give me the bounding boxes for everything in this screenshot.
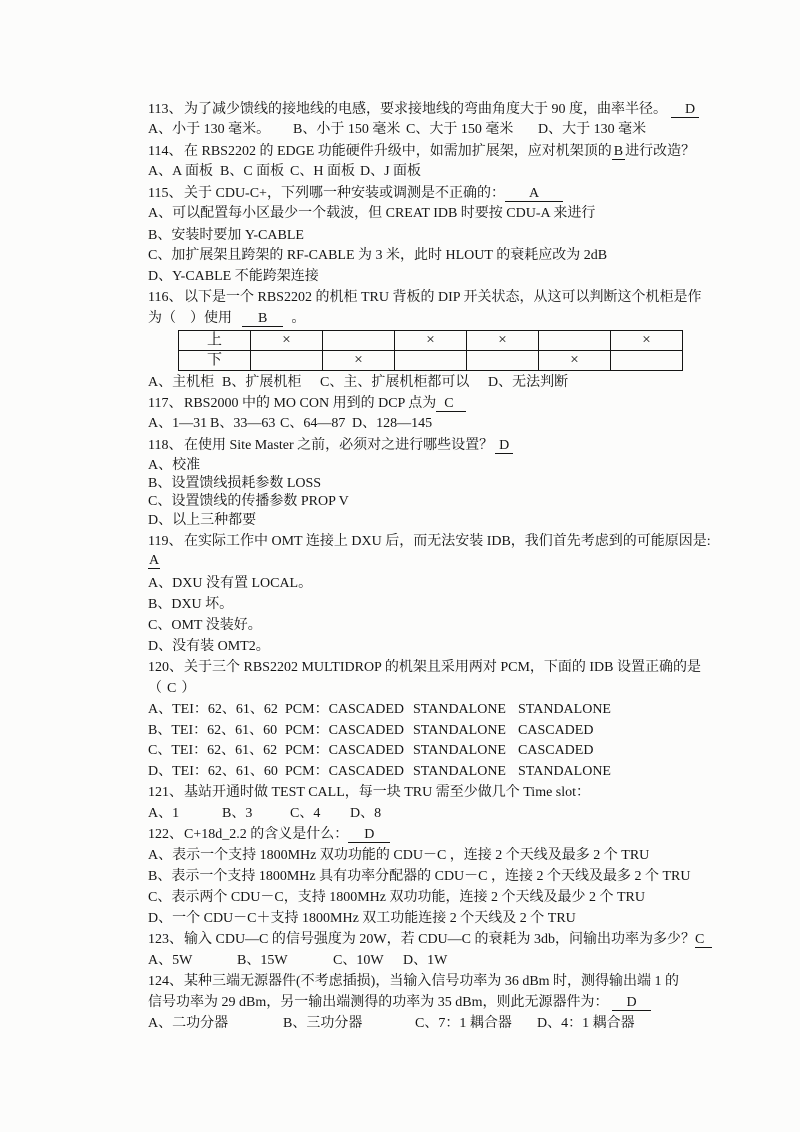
option-a: A、主机柜	[148, 375, 215, 390]
option-a: A、A 面板	[148, 164, 213, 179]
question-text: 在使用 Site Master 之前，必须对之进行哪些设置？	[184, 438, 494, 453]
dip-row-down	[179, 351, 683, 371]
option-pcm-2: STANDALONE	[413, 723, 506, 738]
option-tei: B、TEI：62、61、60	[148, 723, 278, 738]
question-number: 123、	[148, 932, 183, 947]
option-pcm: PCM：CASCADED	[285, 723, 405, 738]
question-118	[148, 436, 513, 456]
question-number: 116、	[148, 290, 183, 305]
option-a: A、5W	[148, 953, 193, 968]
question-number: 124、	[148, 974, 183, 989]
question-119	[148, 532, 711, 552]
question-text: 关于三个 RBS2202 MULTIDROP 的机架且采用两对 PCM，下面的 IDB 设置正确的是	[184, 660, 702, 675]
answer-blank: C	[436, 396, 465, 412]
option-a	[148, 846, 649, 866]
dip-cell	[395, 351, 467, 371]
dip-switch-table	[178, 330, 683, 371]
option-pcm-3: CASCADED	[518, 723, 594, 738]
option-text: D、没有装 OMT2。	[148, 639, 270, 654]
option-c: C、7：1 耦合器	[415, 1016, 512, 1031]
options-121	[148, 804, 748, 824]
option-b: B、3	[222, 806, 253, 821]
option-text: B、DXU 坏。	[148, 597, 234, 612]
row-label: 上	[179, 331, 251, 351]
option-d	[148, 762, 748, 782]
answer-blank: D	[495, 438, 513, 454]
question-text: 以下是一个 RBS2202 的机柜 TRU 背板的 DIP 开关状态，从这可以判断这个机柜是作	[184, 290, 702, 305]
option-pcm: PCM：CASCADED	[285, 764, 405, 779]
question-113	[148, 100, 699, 120]
question-number: 119、	[148, 534, 183, 549]
option-d	[148, 511, 256, 531]
dip-cell	[467, 351, 539, 371]
question-text: 输入 CDU—C 的信号强度为 20W，若 CDU—C 的衰耗为 3db，问输出功率为多少？	[184, 932, 696, 947]
option-c	[148, 246, 607, 266]
option-d: D、大于 130 毫米	[538, 122, 647, 137]
question-number: 114、	[148, 144, 183, 159]
option-text: D、一个 CDU－C＋支持 1800MHz 双工功能连接 2 个天线及 2 个 TRU	[148, 911, 576, 926]
question-text: 在 RBS2202 的 EDGE 功能硬件升级中，如需加扩展架，应对机架顶的	[184, 144, 612, 159]
option-d: D、4：1 耦合器	[537, 1016, 635, 1031]
option-d: D、J 面板	[360, 164, 422, 179]
question-number: 122、	[148, 827, 183, 842]
option-c: C、4	[290, 806, 321, 821]
options-117	[148, 414, 748, 434]
question-text: RBS2000 中的 MO CON 用到的 DCP 点为	[184, 396, 437, 411]
question-119-answer-line	[148, 553, 160, 573]
option-b	[148, 595, 233, 615]
option-pcm-2: STANDALONE	[413, 702, 506, 717]
option-pcm-3: STANDALONE	[518, 702, 611, 717]
question-number: 121、	[148, 785, 183, 800]
dip-cell: ×	[251, 331, 323, 351]
option-d: D、无法判断	[488, 375, 569, 390]
question-text: 为了减少馈线的接地线的电感，要求接地线的弯曲角度大于 90 度，曲率半径。	[184, 102, 667, 117]
option-text: B、表示一个支持 1800MHz 具有功率分配器的 CDU－C ，连接 2 个天线及最多 2 个 TRU	[148, 869, 691, 884]
dip-cell: ×	[395, 331, 467, 351]
option-pcm-2: STANDALONE	[413, 764, 506, 779]
option-a: A、1—31	[148, 416, 208, 431]
option-tei: D、TEI：62、61、60	[148, 764, 278, 779]
question-122	[148, 825, 390, 845]
question-text: 关于 CDU-C+，下列哪一种安装或调测是不正确的：	[184, 186, 505, 201]
dip-cell: ×	[323, 351, 395, 371]
question-114	[148, 142, 695, 162]
question-number: 118、	[148, 438, 183, 453]
option-pcm: PCM：CASCADED	[285, 702, 405, 717]
dip-cell	[539, 331, 611, 351]
option-tei: A、TEI：62、61、62	[148, 702, 278, 717]
option-d: D、1W	[403, 953, 448, 968]
dip-cell	[611, 351, 683, 371]
answer-blank: D	[612, 995, 650, 1011]
option-b: B、小于 150 毫米	[293, 122, 401, 137]
question-text: 为（ ）使用	[148, 311, 232, 326]
option-text: A、DXU 没有置 LOCAL。	[148, 576, 313, 591]
options-116	[148, 373, 748, 393]
answer-blank: B	[613, 144, 624, 159]
question-120	[148, 658, 701, 678]
option-c: C、主、扩展机柜都可以	[320, 375, 470, 390]
question-text: 在实际工作中 OMT 连接上 DXU 后，而无法安装 IDB，我们首先考虑到的可能原因是:	[184, 534, 711, 549]
option-text: D、以上三种都要	[148, 513, 257, 528]
option-pcm-2: STANDALONE	[413, 743, 506, 758]
option-c	[148, 616, 262, 636]
option-a: A、二功分器	[148, 1016, 229, 1031]
answer-blank: D	[348, 827, 390, 843]
question-116	[148, 288, 702, 308]
option-c	[148, 492, 349, 512]
option-text: A、表示一个支持 1800MHz 双功功能的 CDU－C ，连接 2 个天线及最多 2 个 TRU	[148, 848, 650, 863]
option-b	[148, 474, 321, 494]
paren-open: （	[148, 681, 162, 696]
option-pcm-3: STANDALONE	[518, 764, 611, 779]
option-b	[148, 721, 748, 741]
option-tei: C、TEI：62、61、62	[148, 743, 278, 758]
option-c	[148, 741, 748, 761]
option-a: A、1	[148, 806, 180, 821]
answer-blank: B	[242, 311, 283, 327]
option-a	[148, 204, 595, 224]
option-text: A、校准	[148, 458, 201, 473]
answer-choice: C	[167, 681, 177, 696]
options-124	[148, 1014, 748, 1034]
question-116-line2	[148, 309, 305, 329]
options-114	[148, 162, 748, 182]
option-text: C、OMT 没装好。	[148, 618, 262, 633]
dip-cell: ×	[611, 331, 683, 351]
option-c: C、64—87	[280, 416, 346, 431]
question-text: 基站开通时做 TEST CALL，每一块 TRU 需至少做几个 Time slot：	[184, 785, 591, 800]
option-d	[148, 267, 319, 287]
option-text: B、安装时要加 Y-CABLE	[148, 228, 304, 243]
question-number: 117、	[148, 396, 183, 411]
option-a	[148, 574, 312, 594]
question-120-answer-line	[148, 679, 195, 699]
question-121	[148, 783, 590, 803]
option-text: C、设置馈线的传播参数 PROP V	[148, 494, 349, 509]
option-text: C、加扩展架且跨架的 RF-CABLE 为 3 米，此时 HLOUT 的衰耗应改为 2dB	[148, 248, 608, 263]
dip-cell	[251, 351, 323, 371]
option-b: B、扩展机柜	[222, 375, 302, 390]
question-number: 120、	[148, 660, 183, 675]
option-d	[148, 637, 270, 657]
question-124	[148, 972, 679, 992]
option-text: C、表示两个 CDU－C，支持 1800MHz 双功功能，连接 2 个天线及最少 2 个 TRU	[148, 890, 646, 905]
option-c: C、大于 150 毫米	[406, 122, 514, 137]
dip-cell: ×	[467, 331, 539, 351]
option-text: D、Y-CABLE 不能跨架连接	[148, 269, 319, 284]
question-text-after: 进行改造？	[625, 144, 696, 159]
option-a	[148, 456, 200, 476]
option-d: D、128—145	[352, 416, 433, 431]
option-b	[148, 867, 691, 887]
option-text: A、可以配置每小区最少一个载波，但 CREAT IDB 时要按 CDU-A 来进行	[148, 206, 596, 221]
answer-blank: D	[671, 102, 699, 118]
option-d	[148, 909, 576, 929]
dip-row-up	[179, 331, 683, 351]
question-text-after: 。	[291, 311, 306, 326]
option-d: D、8	[350, 806, 382, 821]
option-pcm-3: CASCADED	[518, 743, 594, 758]
question-text: C+18d_2.2 的含义是什么：	[184, 827, 349, 842]
option-b: B、C 面板	[220, 164, 285, 179]
question-number: 113、	[148, 102, 183, 117]
row-label: 下	[179, 351, 251, 371]
option-b: B、15W	[237, 953, 288, 968]
question-text: 信号功率为 29 dBm，另一输出端测得的功率为 35 dBm，则此无源器件为：	[148, 995, 609, 1010]
option-b: B、33—63	[210, 416, 276, 431]
paren-close: ）	[181, 681, 196, 696]
question-115	[148, 184, 563, 204]
answer-blank: A	[505, 186, 563, 202]
option-c: C、10W	[333, 953, 384, 968]
options-113	[148, 120, 748, 140]
option-b: B、三功分器	[283, 1016, 363, 1031]
question-text: 某种三端无源器件(不考虑插损)，当输入信号功率为 36 dBm 时，测得输出端 1 的	[184, 974, 680, 989]
question-117	[148, 394, 466, 414]
option-a	[148, 700, 748, 720]
dip-cell: ×	[539, 351, 611, 371]
answer-blank: A	[149, 553, 160, 568]
option-c: C、H 面板	[290, 164, 355, 179]
option-text: B、设置馈线损耗参数 LOSS	[148, 476, 322, 491]
option-a: A、小于 130 毫米。	[148, 122, 271, 137]
question-124-line2	[148, 993, 651, 1013]
question-number: 115、	[148, 186, 183, 201]
options-123	[148, 951, 748, 971]
option-c	[148, 888, 645, 908]
dip-cell	[323, 331, 395, 351]
answer-blank: C	[695, 932, 712, 948]
option-b	[148, 226, 304, 246]
question-123	[148, 930, 712, 950]
option-pcm: PCM：CASCADED	[285, 743, 405, 758]
